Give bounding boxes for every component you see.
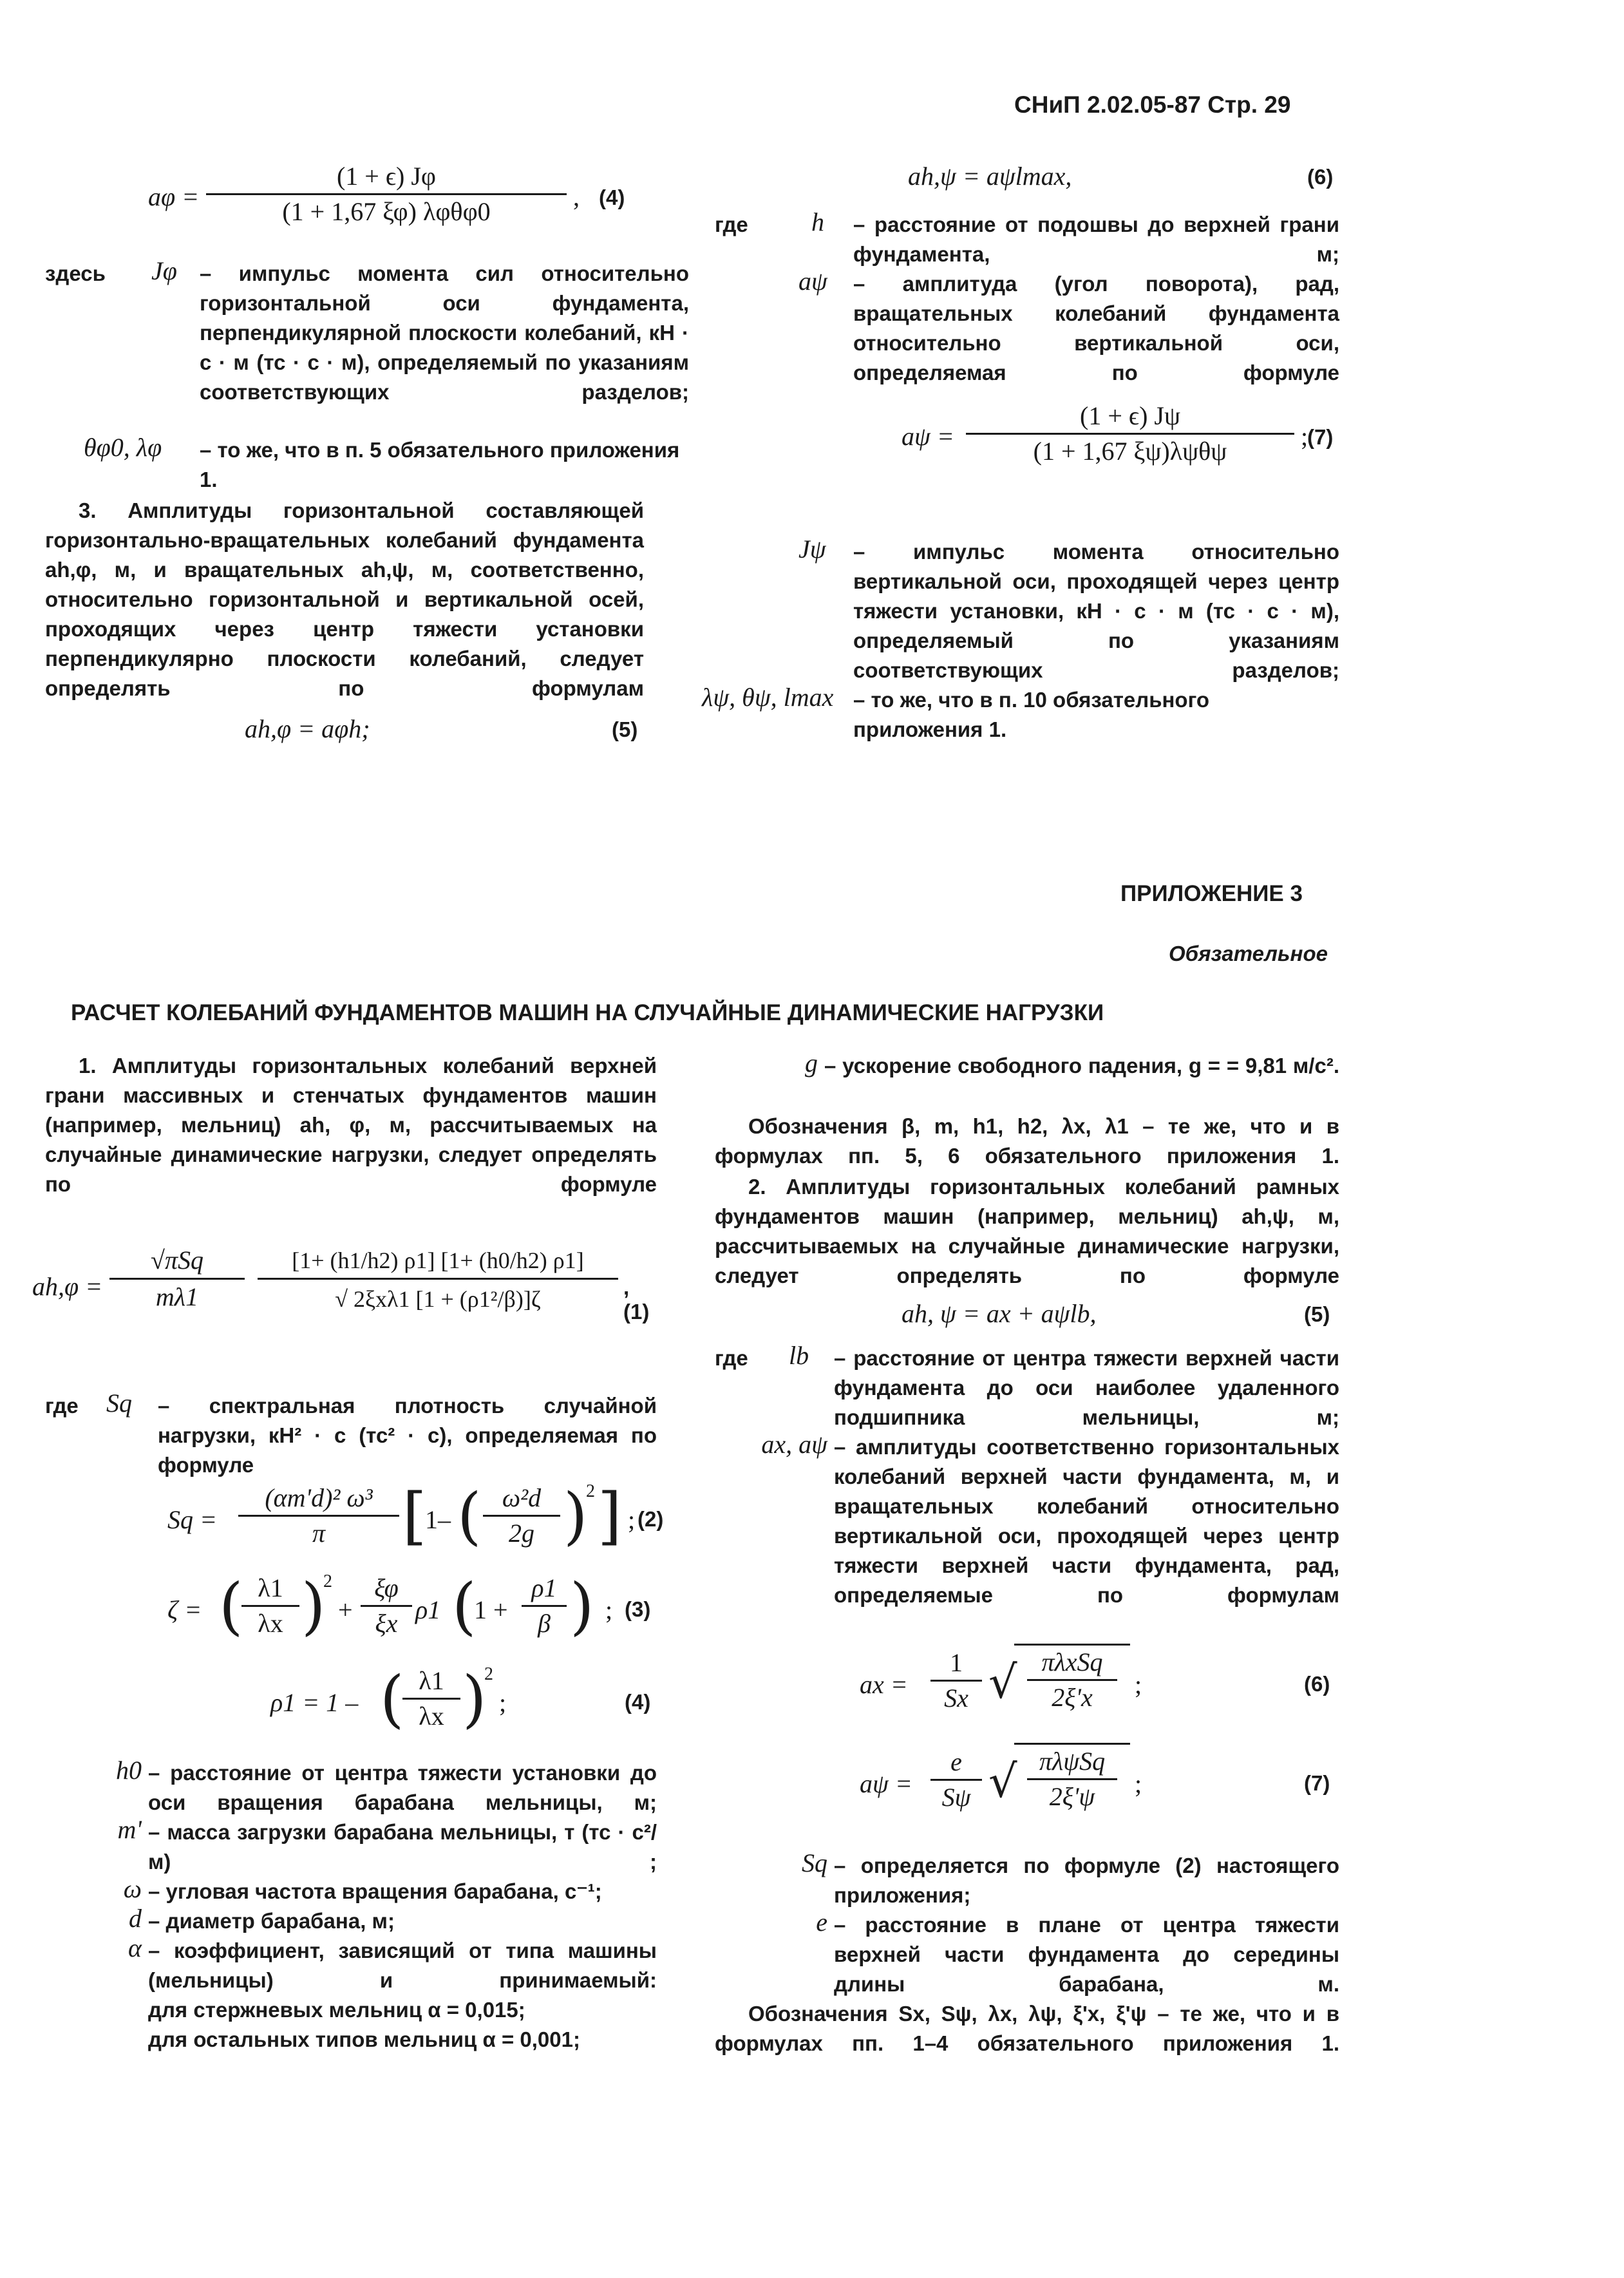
formula-7-bottom: aψ = e Sψ √ πλψSq 2ξ'ψ ; (7): [715, 1743, 1339, 1833]
formula-7-top: [715, 399, 1339, 483]
formula-numerator: (αm'd)² ω³: [265, 1483, 373, 1512]
formula-tail: ;: [1301, 422, 1308, 451]
formula-fraction-1: [241, 1571, 299, 1640]
definition-symbol: λψ, θψ, lmax: [702, 683, 834, 712]
formula-lhs: ζ =: [167, 1595, 202, 1624]
formula-numerator: πλxSq: [1041, 1647, 1103, 1676]
formula-lhs: aφ =: [148, 182, 200, 211]
formula-numerator: ω²d: [502, 1483, 542, 1512]
formula-denominator: (1 + 1,67 ξψ)λψθψ: [1033, 437, 1227, 466]
equation-number: (5): [612, 717, 638, 741]
appendix-label: ПРИЛОЖЕНИЕ 3: [1120, 881, 1303, 906]
formula-inner-fraction: [483, 1481, 560, 1550]
formula-denominator: β: [538, 1609, 551, 1638]
definition-text: – то же, что в п. 10 обязательного приложения 1.: [853, 688, 1210, 741]
formula-6-bottom: ax = 1 Sx √ πλxSq 2ξ'x ; (6): [715, 1644, 1339, 1734]
formula-fraction: [206, 160, 567, 229]
definition-text: – масса загрузки барабана мельницы, т (тс · с²/м) ;: [148, 1820, 657, 1874]
definition-text: – импульс момента сил относительно горизонтальной оси фундамента, перпендикулярной плоскости колебаний, кН · с · м (тс · с · м), определяемый по указаниям соответствующих разделов;: [200, 261, 689, 404]
definition-symbol: θφ0, λφ: [84, 433, 162, 462]
notation-paragraph-2: Обозначения Sx, Sψ, λx, λψ, ξ'x, ξ'ψ – те же, что и в формулах пп. 1–4 обязательного приложения 1.: [715, 2002, 1339, 2055]
formula-denominator: Sx: [944, 1684, 968, 1713]
formula-denominator: Sψ: [941, 1783, 971, 1812]
definition-lead: где: [715, 1346, 748, 1370]
formula-numerator: ρ1: [531, 1573, 557, 1602]
definition-lead: здесь: [45, 261, 106, 285]
formula-lhs: ax =: [860, 1670, 908, 1699]
equation-number: (4): [625, 1690, 651, 1714]
notation-paragraph-1: Обозначения β, m, h1, h2, λx, λ1 – те же, что и в формулах пп. 5, 6 обязательного приложения 1.: [715, 1114, 1339, 1168]
equation-number: , (1): [623, 1275, 650, 1324]
definition-symbol: Jφ: [151, 256, 177, 285]
definition-text: – импульс момента относительно вертикальной оси, проходящей через центр тяжести установки, кН · с · м (тс · с · м), определяемый по указаниям соответствующих разделов;: [853, 540, 1339, 682]
formula-numerator: (1 + ϵ) Jφ: [336, 162, 437, 191]
formula-fraction-3: [522, 1571, 567, 1640]
definition-symbol: h: [811, 207, 824, 236]
formula-tail: ;: [1135, 1769, 1142, 1798]
formula-lhs: ρ1 = 1 –: [270, 1688, 359, 1717]
formula-lhs: aψ =: [860, 1769, 912, 1798]
formula-3: ζ = ( λ1 λx ) 2 + ξφ ξx ρ1 ( 1 + ρ1 β ) ; (3): [167, 1570, 651, 1642]
definition-symbol: α: [128, 1933, 142, 1962]
formula-lhs: aψ =: [902, 422, 954, 451]
formula-root-fraction: [1014, 1743, 1130, 1814]
formula-body: ah,φ = aφh;: [245, 714, 370, 743]
formula-numerator: λ1: [419, 1666, 444, 1695]
formula-denominator: λx: [419, 1702, 444, 1731]
definition-text: – расстояние от подошвы до верхней грани фундамента, м;: [853, 213, 1339, 266]
formula-numerator: λ1: [258, 1573, 283, 1602]
definition-symbol: Jψ: [798, 535, 826, 564]
formula-6-top: [715, 161, 1339, 200]
definition-symbol: ax, aψ: [761, 1430, 827, 1459]
definition-text: – расстояние от центра тяжести верхней части фундамента до оси наиболее удаленного подшипника мельницы, м;: [834, 1346, 1339, 1429]
formula-fraction: [402, 1664, 460, 1733]
formula-fraction-2: [258, 1243, 618, 1318]
formula-numerator: ξφ: [374, 1573, 399, 1602]
definition-text: – спектральная плотность случайной нагрузки, кН² · с (тс² · с), определяемая по формуле: [158, 1394, 657, 1477]
definition-symbol: h0: [116, 1756, 142, 1785]
formula-root-fraction: [1014, 1644, 1130, 1714]
formula-tail: ;: [499, 1688, 507, 1717]
equation-number: (7): [1304, 1771, 1330, 1795]
formula-1: [32, 1230, 657, 1346]
definition-symbol: d: [129, 1904, 142, 1933]
formula-denominator: π: [312, 1519, 326, 1548]
formula-term: ρ1: [415, 1595, 441, 1624]
paragraph-2: 2. Амплитуды горизонтальных колебаний рамных фундаментов машин (например, мельниц) ah,ψ, м, рассчитываемых на случайные динамические нагрузки, следует определять по формуле: [715, 1175, 1339, 1287]
definition-text: – амплитуда (угол поворота), рад, вращательных колебаний фундамента относительно вертикальной оси, определяемая по формуле: [853, 272, 1339, 384]
formula-bracket-text: 1–: [425, 1505, 451, 1534]
formula-denominator: 2ξ'ψ: [1049, 1782, 1095, 1811]
formula-4-top: [148, 160, 650, 243]
alpha-value-other-mills: для остальных типов мельниц α = 0,001;: [148, 2027, 580, 2051]
definition-symbol: lb: [789, 1341, 809, 1370]
formula-2: Sq = (αm'd)² ω³ π [ 1– ( ω²d 2g ) 2 ] ; (2): [167, 1480, 664, 1552]
formula-fraction-1: [109, 1243, 245, 1315]
equation-number: (7): [1307, 425, 1334, 449]
definition-text: – определяется по формуле (2) настоящего приложения;: [834, 1854, 1339, 1907]
page-header: СНиП 2.02.05-87 Стр. 29: [1014, 91, 1291, 118]
formula-numerator: e: [950, 1747, 962, 1776]
formula-fraction: [930, 1646, 982, 1715]
formula-numerator: 1: [950, 1648, 963, 1677]
definition-text: – расстояние в плане от центра тяжести верхней части фундамента до середины длины барабана, м.: [834, 1913, 1339, 1996]
formula-fraction-2: [361, 1571, 412, 1640]
formula-fraction: [930, 1745, 982, 1814]
equation-number: (6): [1307, 165, 1334, 189]
equation-number: (2): [637, 1507, 664, 1531]
definition-text: – коэффициент, зависящий от типа машины (мельницы) и принимаемый:: [148, 1939, 657, 1992]
formula-lhs: ah,φ =: [32, 1272, 103, 1301]
formula-denominator: √ 2ξxλ1 [1 + (ρ1²/β)]ζ: [335, 1286, 541, 1312]
formula-numerator: [1+ (h1/h2) ρ1] [1+ (h0/h2) ρ1]: [292, 1248, 584, 1273]
definition-text: – угловая частота вращения барабана, с⁻¹;: [148, 1879, 602, 1903]
formula-lhs: Sq =: [167, 1505, 217, 1534]
definition-symbol: Sq: [106, 1389, 132, 1418]
formula-tail: ,: [573, 182, 580, 211]
appendix-status: Обязательное: [1169, 942, 1328, 965]
formula-5-top: [45, 714, 644, 752]
formula-tail: ;: [628, 1505, 636, 1534]
formula-denominator: 2g: [509, 1519, 534, 1548]
equation-number: (3): [625, 1597, 651, 1621]
equation-number: (6): [1304, 1672, 1330, 1696]
formula-5-bottom: [715, 1298, 1339, 1337]
formula-denominator: ξx: [375, 1609, 398, 1638]
definition-lead: где: [45, 1394, 79, 1418]
definition-text: – расстояние от центра тяжести установки до оси вращения барабана мельницы, м;: [148, 1761, 657, 1814]
formula-term: 1 +: [474, 1595, 508, 1624]
formula-numerator: √πSq: [151, 1246, 203, 1275]
alpha-value-rod-mills: для стержневых мельниц α = 0,015;: [148, 1998, 525, 2022]
formula-body: ah, ψ = ax + aψlb,: [902, 1299, 1097, 1328]
definition-symbol: aψ: [798, 267, 827, 296]
definition-text: – диаметр барабана, м;: [148, 1909, 395, 1933]
formula-denominator: mλ1: [155, 1282, 199, 1311]
formula-denominator: λx: [258, 1609, 283, 1638]
formula-denominator: (1 + 1,67 ξφ) λφθφ0: [282, 197, 491, 226]
definition-symbol: e: [816, 1908, 827, 1937]
definition-text: – ускорение свободного падения, g = = 9,81 м/с².: [824, 1054, 1339, 1077]
definition-symbol: g: [805, 1049, 818, 1077]
formula-numerator: (1 + ϵ) Jψ: [1080, 401, 1180, 430]
formula-tail: ;: [605, 1595, 613, 1624]
formula-fraction: [966, 399, 1294, 468]
appendix-title: РАСЧЕТ КОЛЕБАНИЙ ФУНДАМЕНТОВ МАШИН НА СЛУЧАЙНЫЕ ДИНАМИЧЕСКИЕ НАГРУЗКИ: [71, 1000, 1104, 1025]
definition-symbol: Sq: [802, 1848, 827, 1877]
definition-text: – амплитуды соответственно горизонтальных колебаний верхней части фундамента, м, и вращательных колебаний относительно вертикальной оси, проходящей через центр тяжести верхней части фундамента, рад, определяемые по формулам: [834, 1435, 1339, 1607]
formula-4: ρ1 = 1 – ( λ1 λx ) 2 ; (4): [270, 1663, 651, 1735]
equation-number: (5): [1304, 1302, 1330, 1326]
definition-text: – то же, что в п. 5 обязательного приложения 1.: [200, 438, 680, 491]
formula-fraction: [238, 1481, 399, 1550]
formula-denominator: 2ξ'x: [1052, 1683, 1093, 1712]
definition-symbol: m': [117, 1815, 142, 1844]
paragraph-3: 3. Амплитуды горизонтальной составляющей горизонтально-вращательных колебаний фундамента ah,φ, м, и вращательных ah,ψ, м, соответственно, относительно горизонтальной и вертикальной осей, проходящих через центр тяжести установки перпендикулярно плоскости колебаний, следует определять по формулам: [45, 498, 644, 700]
definition-symbol: ω: [123, 1874, 142, 1903]
formula-body: ah,ψ = aψlmax,: [908, 162, 1072, 191]
equation-number: (4): [599, 185, 625, 209]
paragraph-1: 1. Амплитуды горизонтальных колебаний верхней грани массивных и стенчатых фундаментов машин (например, мельниц) ah, φ, м, рассчитываемых на случайные динамические нагрузки, следует определять по формуле: [45, 1054, 657, 1196]
definition-lead: где: [715, 213, 748, 236]
formula-numerator: πλψSq: [1039, 1747, 1106, 1776]
formula-tail: ;: [1135, 1670, 1142, 1699]
